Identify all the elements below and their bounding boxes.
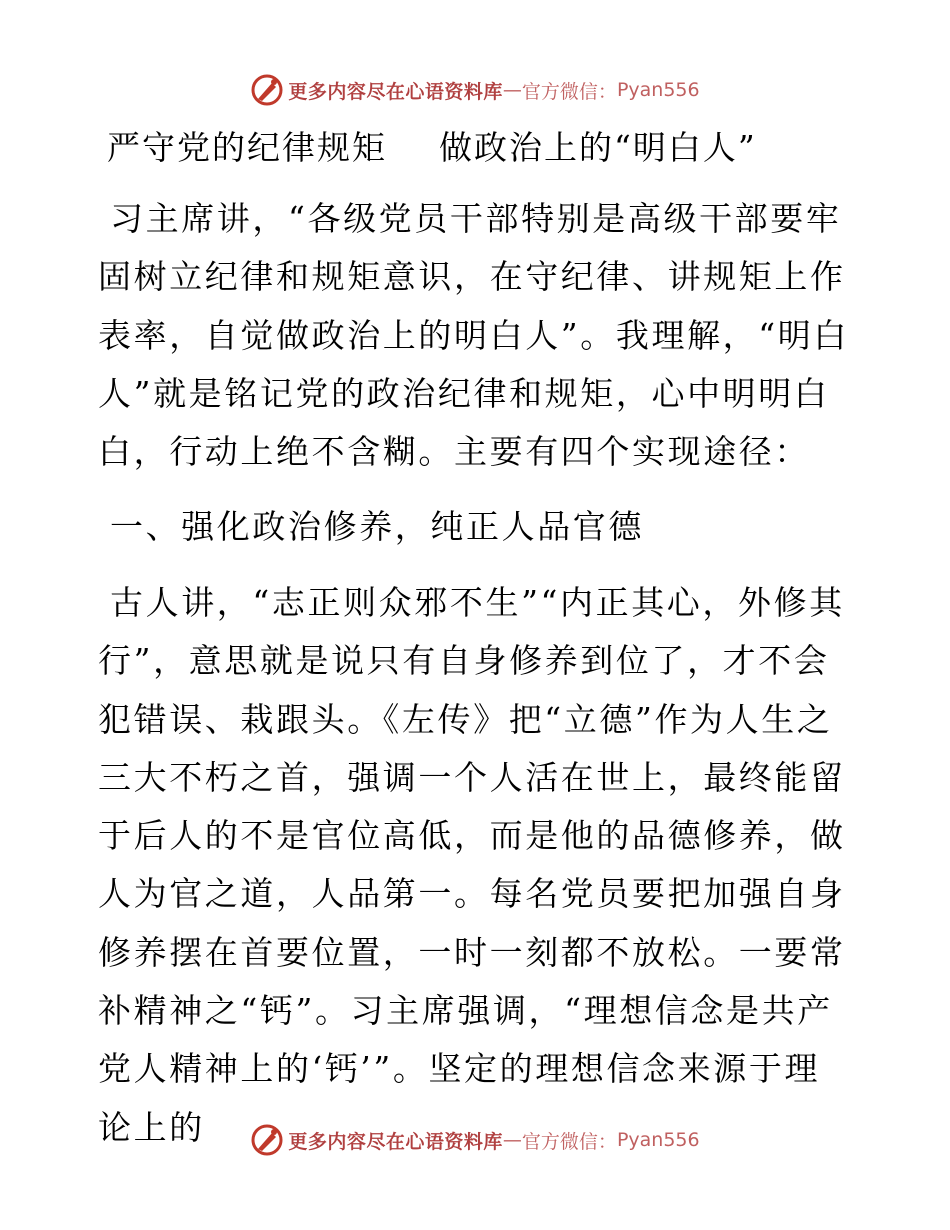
paragraph-section-1 (98, 574, 850, 1157)
title-part-1: 严守党的纪律规矩 (107, 128, 387, 167)
watermark-site-text: 更多内容尽在心语资料库 (288, 1130, 503, 1153)
document-title (107, 122, 757, 169)
watermark-dash: — (502, 1129, 522, 1151)
watermark-wechat-label: 官方微信： (521, 80, 617, 103)
watermark-banner-top (0, 70, 950, 110)
paragraph-intro-text: 习主席讲，“各级党员干部特别是高级干部要牢固树立纪律和规矩意识，在守纪律、讲规矩上作表率，自觉做政治上的明白人”。我理解，“明白人”就是铭记党的政治纪律和规矩，心中明明白白，行动上绝不含糊。主要有四个实现途径： (98, 199, 849, 472)
watermark-banner-bottom (0, 1120, 950, 1160)
watermark-dash: — (502, 79, 522, 101)
watermark-wechat-label: 官方微信： (521, 1130, 617, 1153)
watermark-wechat-id: Pyan556 (616, 79, 700, 101)
title-part-2: 做政治上的“明白人” (439, 128, 757, 167)
section-heading-1 (98, 498, 850, 556)
paragraph-intro (98, 190, 850, 481)
watermark-site-text: 更多内容尽在心语资料库 (288, 80, 503, 103)
paragraph-section-1-text: 古人讲，“志正则众邪不生”“内正其心，外修其行”，意思就是说只有自身修养到位了，才不会犯错误、栽跟头。《左传》把“立德”作为人生之三大不朽之首，强调一个人活在世上，最终能留于后人的不是官位高低，而是他的品德修养，做人为官之道，人品第一。每名党员要把加强自身修养摆在首要位置，一时一刻都不放松。一要常补精神之“钙”。习主席强调，“理想信念是共产党人精神上的‘钙’”。坚定的理想信念来源于理论上的 (98, 583, 846, 1147)
section-heading-1-text: 一、强化政治修养，纯正人品官德 (110, 507, 644, 546)
pen-logo-icon (250, 1123, 284, 1157)
pen-logo-icon (250, 73, 284, 107)
watermark-wechat-id: Pyan556 (616, 1129, 700, 1151)
